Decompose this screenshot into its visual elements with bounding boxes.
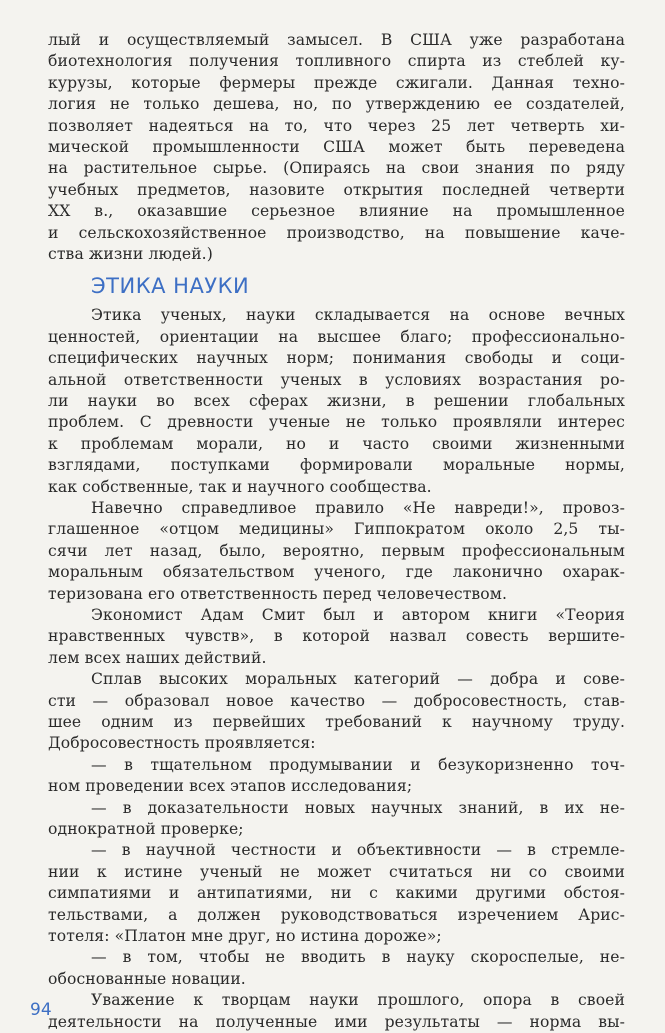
text-line: ценностей, ориентации на высшее благо; профессионально- <box>48 327 625 346</box>
text-line: биотехнология получения топливного спирта из стеблей ку- <box>48 52 625 71</box>
text-line: Сплав высоких моральных категорий — добра и сове- <box>91 670 625 689</box>
text-line: проблем. С древности ученые не только проявляли интерес <box>48 413 625 432</box>
text-line: Добросовестность проявляется: <box>48 734 316 753</box>
text-line: учебных предметов, назовите открытия последней четверти <box>48 180 625 199</box>
text-line: лем всех наших действий. <box>48 648 267 667</box>
text-line: сти — образовал новое качество — добросовестность, став- <box>48 691 625 710</box>
text-line: и сельскохозяйственное производство, на повышение каче- <box>48 223 625 242</box>
text-line: глашенное «отцом медицины» Гиппократом около 2,5 ты- <box>48 520 625 539</box>
text-line: деятельности на полученные ими результаты — норма вы- <box>48 1012 625 1031</box>
text-line: теризована его ответственность перед человечеством. <box>48 584 508 603</box>
text-line: шее одним из первейших требований к научному труду. <box>48 713 625 731</box>
text-line: — в доказательности новых научных знаний, в их не- <box>91 798 625 817</box>
text-line: симпатиями и антипатиями, ни с какими другими обстоя- <box>48 884 625 903</box>
text-line: как собственные, так и научного сообщества. <box>48 477 432 496</box>
text-line: XX в., оказавшие серьезное влияние на промышленное <box>48 202 625 221</box>
text-line: курузы, которые фермеры прежде сжигали. Данная техно- <box>48 73 625 92</box>
text-line: логия не только дешева, но, по утверждению ее создателей, <box>48 95 625 114</box>
text-line: на растительное сырье. (Опираясь на свои знания по ряду <box>48 159 625 178</box>
text-line: нии к истине ученый не может считаться ни со своими <box>48 862 625 881</box>
text-line: нравственных чувств», в которой назвал совесть вершите- <box>48 627 625 646</box>
text-line: позволяет надеяться на то, что через 25 лет четверть хи- <box>48 116 625 135</box>
text-line: сячи лет назад, было, вероятно, первым профессиональным <box>48 541 625 560</box>
text-line: Этика ученых, науки складывается на основе вечных <box>91 306 625 325</box>
text-line: обоснованные новации. <box>48 969 246 988</box>
text-line: — в том, чтобы не вводить в науку скороспелые, не- <box>91 948 625 967</box>
text-line: тотеля: «Платон мне друг, но истина дороже»; <box>48 927 442 945</box>
text-line: ли науки во всех сферах жизни, в решении глобальных <box>48 392 625 410</box>
text-line: взглядами, поступками формировали моральные нормы, <box>48 456 625 475</box>
section-heading: ЭТИКА НАУКИ <box>91 274 250 299</box>
text-line: ства жизни людей.) <box>48 245 213 263</box>
text-line: тельствами, а должен руководствоваться изречением Арис- <box>48 905 625 924</box>
text-line: ном проведении всех этапов исследования; <box>48 777 413 796</box>
text-line: однократной проверке; <box>48 820 244 838</box>
text-line: — в тщательном продумывании и безукоризненно точ- <box>91 755 625 774</box>
text-line: к проблемам морали, но и часто своими жизненными <box>48 434 625 453</box>
text-line: мической промышленности США может быть переведена <box>48 138 625 156</box>
text-line: — в научной честности и объективности — в стремле- <box>91 841 625 860</box>
text-line: моральным обязательством ученого, где лаконично охарак- <box>48 563 625 582</box>
text-line: Экономист Адам Смит был и автором книги «Теория <box>91 606 625 624</box>
text-line: лый и осуществляемый замысел. В США уже разработана <box>48 31 625 49</box>
text-line: Навечно справедливое правило «Не навреди!», провоз- <box>91 499 625 517</box>
text-line: альной ответственности ученых в условиях возрастания ро- <box>48 370 625 389</box>
text-line: Уважение к творцам науки прошлого, опора в своей <box>91 991 625 1010</box>
text-line: специфических научных норм; понимания свободы и соци- <box>48 349 625 368</box>
page-number: 94 <box>30 1000 52 1020</box>
